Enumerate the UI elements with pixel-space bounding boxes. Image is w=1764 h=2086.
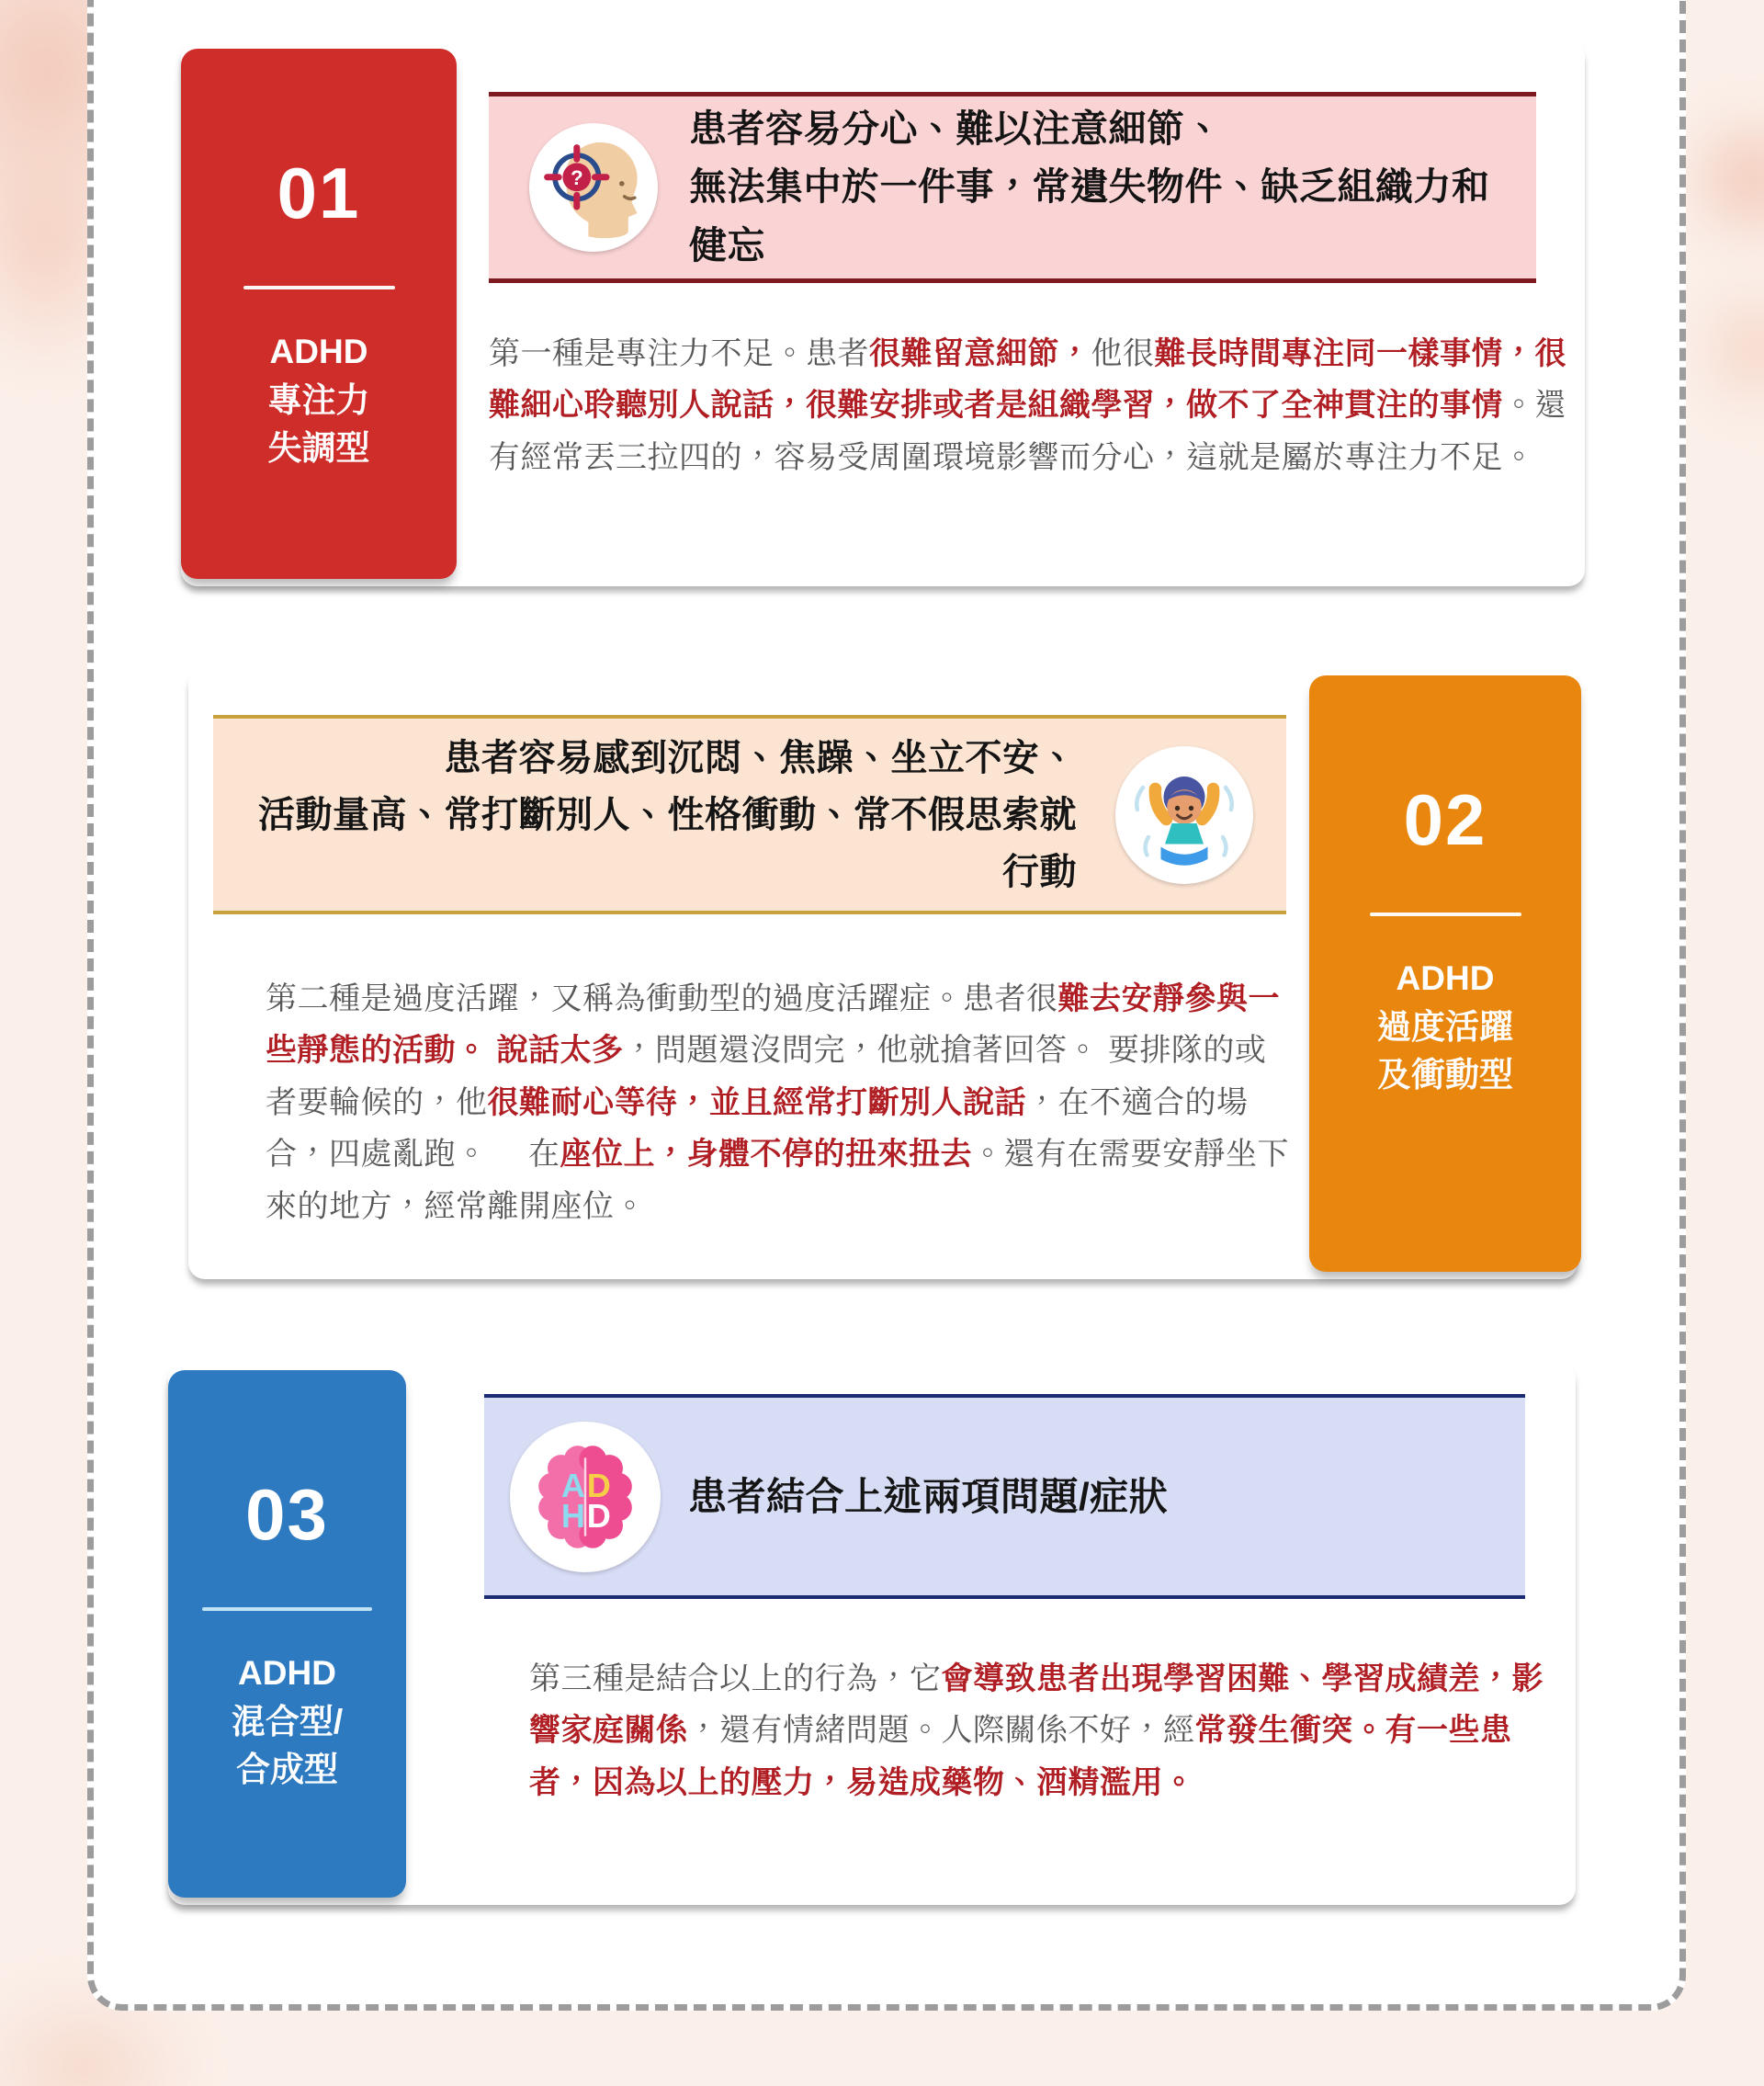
card1-symptom-banner: [489, 92, 1536, 283]
card1-symptom-text: 患者容易分心、難以注意細節、 無法集中於一件事，常遺失物件、缺乏組織力和健忘: [689, 107, 1490, 266]
card1-description: 第一種是專注力不足。患者很難留意細節，他很難長時間專注同一樣事情，很難細心聆聽別人說話，很難安排或者是組織學習，做不了全神貫注的事情。還有經常丟三拉四的，容易受周圍環境影響而分心，這就是屬於專注力不足。: [489, 336, 1566, 475]
pink-blob-decoration: [1686, 276, 1764, 423]
card2-sidebar: [1309, 675, 1581, 1272]
pink-blob-decoration: [1674, 101, 1764, 257]
card1-number: 01: [277, 153, 361, 233]
card2-sidebar-label: ADHD 過度活躍 及衝動型: [1377, 959, 1513, 1094]
card3-symptom-banner: [484, 1394, 1525, 1599]
card1-sidebar-label: ADHD 專注力 失調型: [267, 333, 370, 468]
svg-text:D: D: [586, 1496, 611, 1535]
card3-symptom-text: 患者結合上述兩項問題/症狀: [688, 1474, 1169, 1518]
card3-number: 03: [245, 1474, 329, 1555]
card-adhd-hyperactive: [188, 668, 1577, 1279]
card1-divider: [243, 286, 395, 289]
card3-description: 第三種是結合以上的行為，它會導致患者出現學習困難、學習成績差，影響家庭關係，還有情緒問題。人際關係不好，經常發生衝突。有一些患者，因為以上的壓力，易造成藥物、酒精濫用。: [529, 1661, 1544, 1800]
card2-number: 02: [1403, 779, 1487, 860]
card2-symptom-banner: [213, 715, 1286, 914]
card-adhd-inattentive: [181, 41, 1585, 586]
card-adhd-combined: [168, 1363, 1576, 1905]
card3-sidebar-label: ADHD 混合型/ 合成型: [231, 1654, 344, 1789]
card2-divider: [1370, 913, 1521, 916]
card2-symptom-text: 患者容易感到沉悶、焦躁、坐立不安、 活動量高、常打斷別人、性格衝動、常不假思索就行動: [258, 737, 1077, 892]
card3-sidebar: [168, 1370, 406, 1898]
svg-text:A: A: [560, 1466, 585, 1504]
card3-divider: [202, 1607, 372, 1611]
svg-text:H: H: [560, 1496, 585, 1535]
adhd-brain-icon: [510, 1422, 661, 1572]
card1-sidebar: [181, 49, 457, 579]
distracted-head-target-icon: [529, 123, 658, 252]
jumping-happy-child-icon: [1115, 746, 1253, 884]
svg-text:D: D: [586, 1466, 611, 1504]
card2-description: 第二種是過度活躍，又稱為衝動型的過度活躍症。患者很難去安靜參與一些靜態的活動。 說話太多，問題還沒問完，他就搶著回答。 要排隊的或者要輪候的，他很難耐心等待，並且經常打斷別人說話，在不適合的場合，四處亂跑。 在座位上，身體不停的扭來扭去。還有在需要安靜坐下來的地方，經常離開座位。: [266, 981, 1289, 1224]
svg-text:?: ?: [570, 166, 583, 190]
